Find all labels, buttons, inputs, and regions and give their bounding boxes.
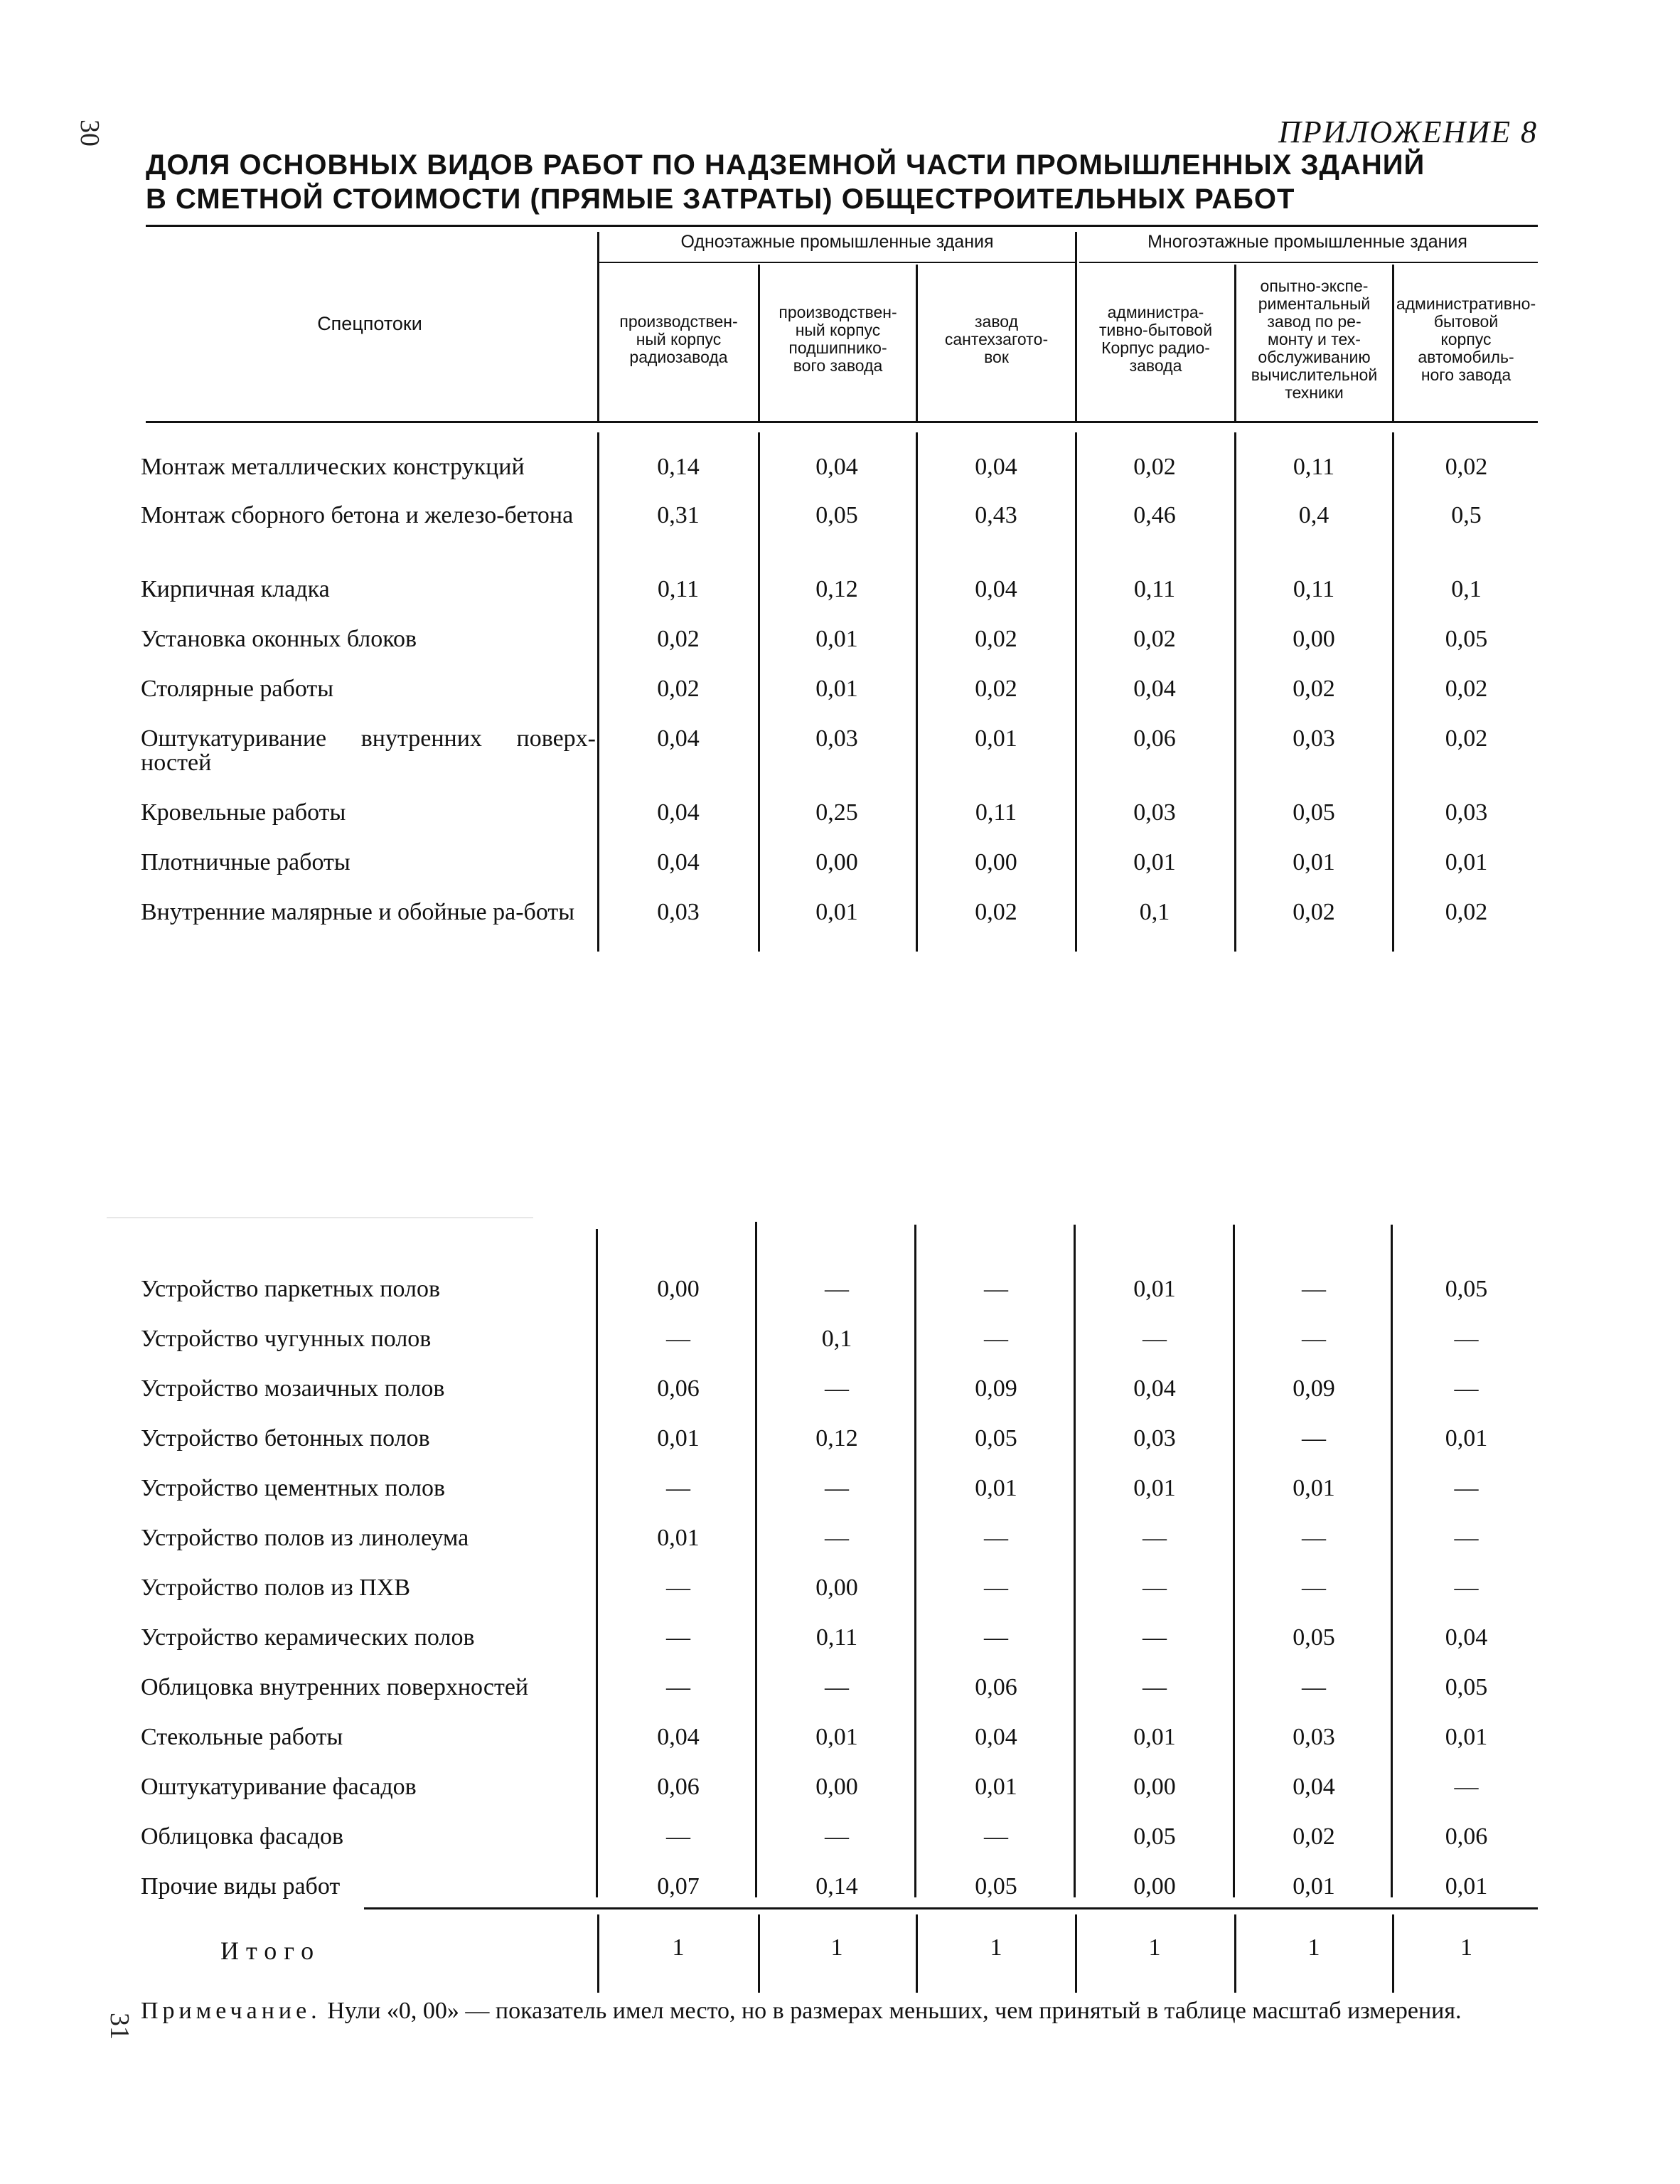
table-cell: 0,00 — [815, 849, 858, 875]
table-cell: 0,05 — [1445, 1674, 1488, 1700]
table-cell: 0,02 — [975, 676, 1017, 702]
table-cell: — — [825, 1475, 849, 1501]
group-rule-right — [1079, 262, 1538, 263]
table-cell: — — [1302, 1575, 1326, 1601]
table-cell: 0,5 — [1451, 502, 1482, 528]
row-label: Монтаж металлических конструкций — [141, 454, 525, 480]
table-cell: 0,03 — [1133, 1425, 1176, 1451]
table-cell: — — [984, 1276, 1008, 1302]
table-cell: 0,43 — [975, 502, 1017, 528]
table-cell: — — [1302, 1425, 1326, 1451]
table-cell: 0,04 — [975, 576, 1017, 602]
column-header — [1077, 265, 1234, 414]
row-header-label: Спецпотоки — [317, 313, 422, 334]
table-cell: 0,1 — [821, 1326, 852, 1352]
table-cell: 0,00 — [1293, 626, 1335, 652]
table-cell: 0,06 — [657, 1375, 700, 1402]
table-cell: 0,03 — [657, 899, 700, 925]
page-title — [146, 148, 1425, 216]
total-rule — [364, 1907, 1538, 1909]
column-header-text: производствен- ный корпус подшипнико- вого завода — [779, 303, 897, 375]
table-cell: 0,02 — [1445, 676, 1488, 702]
table-cell: 0,06 — [975, 1674, 1017, 1700]
table-cell: 0,01 — [1293, 1475, 1335, 1501]
row-label: Установка оконных блоков — [141, 626, 417, 652]
row-label: Устройство керамических полов — [141, 1624, 475, 1651]
table-cell: 0,05 — [975, 1873, 1017, 1900]
table-cell: 0,1 — [1451, 576, 1482, 602]
table-cell: 0,14 — [657, 454, 700, 480]
table-cell: 0,01 — [975, 1774, 1017, 1800]
table-cell: — — [1454, 1774, 1479, 1800]
table-cell: 0,01 — [815, 899, 858, 925]
row-label: Устройство полов из линолеума — [141, 1525, 469, 1551]
row-label: Устройство мозаичных полов — [141, 1375, 445, 1402]
table-cell: 0,02 — [1133, 454, 1176, 480]
table-cell: — — [825, 1674, 849, 1700]
table-cell: 0,02 — [1293, 1823, 1335, 1850]
row-label: Стекольные работы — [141, 1724, 343, 1750]
table-cell: 0,01 — [1293, 849, 1335, 875]
row-label: Плотничные работы — [141, 849, 351, 875]
row-label: Устройство полов из ПХВ — [141, 1575, 410, 1601]
column-header — [1394, 265, 1538, 414]
table-cell: 0,11 — [1133, 576, 1176, 602]
table-cell: — — [666, 1624, 690, 1651]
page-number-top: 30 — [75, 119, 105, 147]
table-cell: 0,03 — [1445, 799, 1488, 826]
row-label: Оштукатуривание внутренних поверх-ностей — [141, 725, 596, 776]
group-rule-left — [597, 262, 1075, 263]
table-cell: 0,04 — [1133, 1375, 1176, 1402]
table-cell: 0,05 — [1293, 799, 1335, 826]
column-header — [1236, 265, 1392, 414]
table-cell: 0,11 — [657, 576, 700, 602]
row-label: Оштукатуривание фасадов — [141, 1774, 417, 1800]
table-cell: 0,02 — [1445, 454, 1488, 480]
table-cell: 0,01 — [815, 676, 858, 702]
table-cell: — — [666, 1575, 690, 1601]
table-cell: — — [1143, 1624, 1167, 1651]
table-cell: — — [825, 1525, 849, 1551]
table-cell: 0,02 — [1293, 676, 1335, 702]
table-cell: 0,02 — [657, 626, 700, 652]
table-cell: 0,00 — [815, 1774, 858, 1800]
table-cell: 0,01 — [1133, 849, 1176, 875]
table-cell: 0,02 — [1133, 626, 1176, 652]
title-line-2: В СМЕТНОЙ СТОИМОСТИ (ПРЯМЫЕ ЗАТРАТЫ) ОБЩЕСТРОИТЕЛЬНЫХ РАБОТ — [146, 183, 1295, 215]
table-cell: 0,04 — [815, 454, 858, 480]
column-header-text: административно-бытовой корпус автомобиль- ного завода — [1396, 294, 1536, 384]
column-header — [918, 265, 1075, 414]
table-cell: 0,03 — [815, 725, 858, 752]
table-cell: 0,00 — [1133, 1774, 1176, 1800]
table-cell: 0,01 — [1445, 1425, 1488, 1451]
table-cell: — — [825, 1276, 849, 1302]
table-cell: 0,02 — [1445, 725, 1488, 752]
table-cell: — — [666, 1674, 690, 1700]
table-cell: 0,01 — [1293, 1873, 1335, 1900]
table-cell: 0,02 — [657, 676, 700, 702]
table-cell: 0,04 — [975, 454, 1017, 480]
table-cell: 0,04 — [657, 849, 700, 875]
table-cell: 0,02 — [975, 626, 1017, 652]
column-header-text: производствен- ный корпус радиозавода — [619, 311, 738, 366]
table-cell: 0,03 — [1293, 725, 1335, 752]
body-col-divider — [596, 1229, 598, 1897]
table-cell: — — [984, 1624, 1008, 1651]
total-cell: 1 — [1148, 1934, 1161, 1961]
table-cell: 0,05 — [815, 502, 858, 528]
table-cell: — — [1302, 1525, 1326, 1551]
table-cell: — — [1302, 1276, 1326, 1302]
total-cell: 1 — [1460, 1934, 1472, 1961]
table-cell: 0,05 — [1133, 1823, 1176, 1850]
column-header-text: опытно-экспе- риментальный завод по ре- монту и тех- обслуживанию вычислительной техники — [1251, 276, 1378, 402]
table-cell: 0,01 — [975, 725, 1017, 752]
table-cell: 0,04 — [1293, 1774, 1335, 1800]
table-cell: 0,01 — [815, 626, 858, 652]
table-cell: 0,31 — [657, 502, 700, 528]
table-cell: — — [1143, 1674, 1167, 1700]
footnote-prefix: Примечание. — [141, 1998, 321, 2024]
table-cell: 0,11 — [1293, 454, 1335, 480]
table-cell: — — [1454, 1375, 1479, 1402]
total-cell: 1 — [1307, 1934, 1320, 1961]
group-header-multi-storey: Многоэтажные промышленные здания — [1147, 232, 1467, 252]
row-label: Кровельные работы — [141, 799, 346, 826]
title-line-1: ДОЛЯ ОСНОВНЫХ ВИДОВ РАБОТ ПО НАДЗЕМНОЙ ЧАСТИ ПРОМЫШЛЕННЫХ ЗДАНИЙ — [146, 149, 1425, 181]
footnote-text: Нули «0, 00» — показатель имел место, но в размерах меньших, чем принятый в таблице масштаб измерения. — [327, 1998, 1462, 2024]
row-label: Внутренние малярные и обойные ра-боты — [141, 899, 575, 925]
table-cell: — — [1454, 1326, 1479, 1352]
row-label: Устройство цементных полов — [141, 1475, 446, 1501]
table-cell: 0,46 — [1133, 502, 1176, 528]
table-cell: 0,1 — [1139, 899, 1170, 925]
table-cell: — — [1302, 1326, 1326, 1352]
table-cell: 0,04 — [975, 1724, 1017, 1750]
total-cell: 1 — [672, 1934, 685, 1961]
table-cell: 0,02 — [975, 899, 1017, 925]
table-cell: 0,04 — [657, 725, 700, 752]
table-cell: 0,04 — [1133, 676, 1176, 702]
column-header-text: администра- тивно-бытовой Корпус радио- завода — [1098, 303, 1213, 375]
row-label: Устройство бетонных полов — [141, 1425, 430, 1451]
table-cell: 0,25 — [815, 799, 858, 826]
table-cell: — — [984, 1326, 1008, 1352]
table-cell: 0,07 — [657, 1873, 700, 1900]
table-cell: 0,06 — [1133, 725, 1176, 752]
table-cell: — — [825, 1823, 849, 1850]
table-cell: 0,01 — [815, 1724, 858, 1750]
total-cell: 1 — [990, 1934, 1002, 1961]
table-cell: 0,01 — [657, 1525, 700, 1551]
table-cell: 0,01 — [1445, 1724, 1488, 1750]
table-cell: 0,05 — [975, 1425, 1017, 1451]
table-cell: 0,14 — [815, 1873, 858, 1900]
table-cell: 0,11 — [975, 799, 1017, 826]
row-label: Монтаж сборного бетона и железо-бетона — [141, 502, 574, 528]
table-cell: 0,01 — [1445, 849, 1488, 875]
table-cell: 0,01 — [1133, 1724, 1176, 1750]
table-cell: 0,12 — [815, 1425, 858, 1451]
row-label: Столярные работы — [141, 676, 334, 702]
table-cell: 0,09 — [975, 1375, 1017, 1402]
column-header-text: завод сантехзаготo- вок — [944, 311, 1049, 366]
row-label: Устройство чугунных полов — [141, 1326, 432, 1352]
table-cell: — — [1454, 1475, 1479, 1501]
table-cell: — — [1454, 1575, 1479, 1601]
row-label: Устройство паркетных полов — [141, 1276, 441, 1302]
group-header-single-storey: Одноэтажные промышленные здания — [680, 232, 994, 252]
table-top-rule — [146, 225, 1538, 227]
table-cell: — — [984, 1525, 1008, 1551]
table-cell: 0,01 — [1133, 1475, 1176, 1501]
table-cell: — — [1143, 1326, 1167, 1352]
table-cell: — — [825, 1375, 849, 1402]
table-cell: — — [1454, 1525, 1479, 1551]
table-cell: 0,05 — [1445, 626, 1488, 652]
table-cell: — — [1143, 1525, 1167, 1551]
row-label: Облицовка фасадов — [141, 1823, 344, 1850]
table-cell: 0,05 — [1445, 1276, 1488, 1302]
table-cell: 0,03 — [1293, 1724, 1335, 1750]
table-cell: 0,00 — [975, 849, 1017, 875]
table-cell: 0,09 — [1293, 1375, 1335, 1402]
table-cell: 0,01 — [1445, 1873, 1488, 1900]
table-cell: 0,06 — [657, 1774, 700, 1800]
table-cell: 0,06 — [1445, 1823, 1488, 1850]
table-cell: — — [984, 1575, 1008, 1601]
table-cell: 0,00 — [657, 1276, 700, 1302]
total-label: Итого — [220, 1937, 321, 1965]
table-cell: — — [666, 1823, 690, 1850]
table-cell: 0,01 — [1133, 1276, 1176, 1302]
table-cell: — — [984, 1823, 1008, 1850]
column-header — [599, 265, 758, 414]
table-cell: — — [666, 1326, 690, 1352]
table-cell: 0,12 — [815, 576, 858, 602]
table-cell: 0,00 — [1133, 1873, 1176, 1900]
row-label: Облицовка внутренних поверхностей — [141, 1674, 529, 1700]
table-cell: 0,11 — [815, 1624, 858, 1651]
table-cell: 0,04 — [657, 1724, 700, 1750]
table-cell: — — [1302, 1674, 1326, 1700]
table-cell: — — [1143, 1575, 1167, 1601]
table-cell: 0,11 — [1293, 576, 1335, 602]
column-header — [760, 265, 916, 414]
header-bottom-rule — [146, 421, 1538, 423]
table-cell: 0,01 — [657, 1425, 700, 1451]
table-cell: 0,01 — [975, 1475, 1017, 1501]
total-cell: 1 — [830, 1934, 843, 1961]
table-cell: 0,02 — [1445, 899, 1488, 925]
table-cell: 0,04 — [657, 799, 700, 826]
row-label: Кирпичная кладка — [141, 576, 330, 602]
table-cell: 0,03 — [1133, 799, 1176, 826]
page-number-bottom: 31 — [105, 2013, 134, 2040]
appendix-label: ПРИЛОЖЕНИЕ 8 — [1278, 114, 1538, 149]
table-cell: 0,05 — [1293, 1624, 1335, 1651]
table-cell: — — [666, 1475, 690, 1501]
table-cell: 0,00 — [815, 1575, 858, 1601]
table-cell: 0,4 — [1298, 502, 1329, 528]
table-cell: 0,02 — [1293, 899, 1335, 925]
footnote — [141, 1997, 1548, 2025]
table-cell: 0,04 — [1445, 1624, 1488, 1651]
row-label: Прочие виды работ — [141, 1873, 341, 1900]
